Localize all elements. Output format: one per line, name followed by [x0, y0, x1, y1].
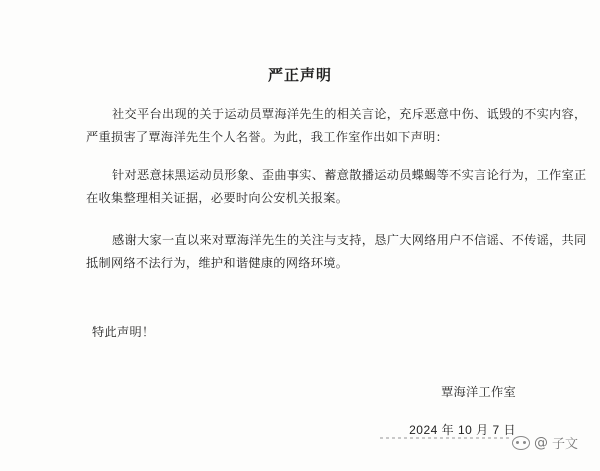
- paw-icon: [512, 436, 530, 450]
- paragraph-line: 在收集整理相关证据，必要时向公安机关报案。: [86, 191, 349, 205]
- closing-statement: [92, 321, 552, 344]
- signature-date: 2024 年 10 月 7 日: [409, 423, 516, 437]
- paragraph-1: [86, 103, 587, 149]
- signature: 覃海洋工作室: [441, 385, 516, 399]
- paragraph-line: 感谢大家一直以来对覃海洋先生的关注与支持，恳广大网络用户不信谣、不传谣，共同: [112, 233, 587, 247]
- scan-artifact: [380, 437, 510, 439]
- paragraph-line: 严重损害了覃海洋先生个人名誉。为此，我工作室作出如下声明：: [86, 130, 449, 144]
- paragraph-line: 抵制网络不法行为，维护和谐健康的网络环境。: [86, 256, 349, 270]
- paragraph-2: [86, 164, 587, 210]
- paragraph-line: 特此声明！: [92, 325, 155, 339]
- watermark: [512, 433, 578, 452]
- paragraph-line: 社交平台出现的关于运动员覃海洋先生的相关言论，充斥恶意中伤、诋毁的不实内容，: [112, 107, 587, 121]
- watermark-at: @: [533, 434, 548, 451]
- watermark-name: 子文: [551, 437, 578, 452]
- paragraph-line: 针对恶意抹黑运动员形象、歪曲事实、蓄意散播运动员蝶蝎等不实言论行为，工作室正: [112, 168, 587, 182]
- document-title: 严正声明: [267, 66, 332, 84]
- paragraph-3: [86, 229, 587, 275]
